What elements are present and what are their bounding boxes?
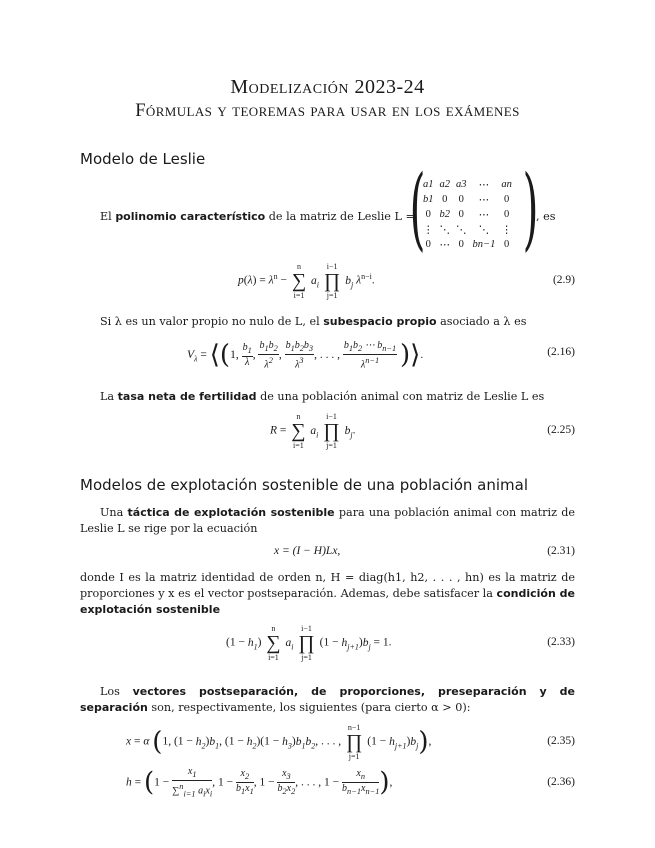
leslie-matrix	[420, 177, 515, 252]
equation-2-35: x = α (1, $(1 - h_2)b_1$, $(1 - h_2)(1 - h_3)b_1b_2$, . . . , n−1 ∏ j=1 $(1 - h_{j+1})b_j$), (2.35)	[126, 723, 575, 761]
paragraph-net-fertility: La tasa neta de fertilidad de una población animal con matriz de Leslie L es	[100, 390, 545, 403]
matrix-right-paren: )	[522, 156, 539, 261]
matrix-row: b1 0 0 ⋯ 0	[423, 194, 510, 206]
equation-2-9: $p(\lambda) = \lambda^n - n$ ∑ i=1 $a_i$ i−1 ∏ j=1 $b_j$ $\lambda^{n-i}$. (2.9)	[238, 262, 575, 300]
paragraph-harvest-tactic: Una táctica de explotación sostenible para una población animal con matriz de Leslie L se rige por la ecuación	[80, 506, 575, 535]
matrix-row: 0 b2 0 ⋯ 0	[425, 209, 510, 221]
document-subtitle: Fórmulas y teoremas para usar en los exámenes	[135, 101, 520, 121]
document-title: Modelización 2023-24	[230, 76, 425, 98]
equation-2-16: $V_\lambda$ = ⟨(1, $\frac{b_1}{\lambda}$ , $\frac{b_1b_2}{\lambda^2}$ , $\frac{b_1b_2b_3}{\lambda^3}$ , . . . , $\frac{b_1b_2 \cdots b_{n-1}}{\lambda^{n-1}}$ )⟩. (2.16)	[187, 340, 575, 371]
matrix-row: a1 a2 a3 ⋯ an	[423, 179, 512, 191]
equation-number: (2.31)	[547, 545, 575, 557]
equation-2-31: x = (I − H)Lx, (2.31)	[274, 545, 575, 557]
equation-number: (2.16)	[547, 346, 575, 358]
equation-2-25: R = n ∑ i=1 $a_i$ i−1 ∏ j=1 $b_j$. (2.25)	[270, 412, 575, 450]
equation-number: (2.36)	[547, 776, 575, 788]
section-heading-leslie: Modelo de Leslie	[80, 150, 206, 168]
paragraph-es: , es	[536, 210, 556, 223]
equation-number: (2.9)	[552, 274, 575, 286]
equation-number: (2.25)	[547, 424, 575, 436]
paragraph-vectors: Los vectores postseparación, de proporciones, preseparación y de separación son, respectivamente, los siguientes (para cierto α > 0):	[80, 685, 575, 714]
section-heading-sustainable-harvesting: Modelos de explotación sostenible de una población animal	[80, 476, 529, 494]
equation-number: (2.33)	[547, 636, 575, 648]
equation-2-36: h = (1 − $\frac{x_1}{\sum^n_{i=1} a_ix_i}$ , 1 − $\frac{x_2}{b_1x_1}$ , 1 − $\frac{x_3}{b_2x_2}$ , . . . , 1 − $\frac{x_n}{b_{n-1}x_{n-1}}$ ), (2.36)	[126, 766, 575, 799]
matrix-left-paren: (	[409, 156, 426, 261]
paragraph-diag-matrix: donde I es la matriz identidad de orden n, H = diag(h1, h2, . . . , hn) es la matriz de proporciones y x es el vector postseparación. Ademas, debe satisfacer la condición de explotación sostenible	[80, 571, 575, 616]
matrix-row: ⋮ ⋱ ⋱ ⋱ ⋮	[423, 224, 512, 236]
matrix-row: 0 ⋯ 0 bn−1 0	[425, 239, 510, 251]
equation-2-33: $(1 - h_1)$ n ∑ i=1 $a_i$ i−1 ∏ j=1 $(1 - h_{j+1})b_j = 1$. (2.33)	[226, 624, 575, 662]
equation-number: (2.35)	[547, 735, 575, 747]
paragraph-characteristic-polynomial: El polinomio característico de la matriz de Leslie L =	[100, 210, 415, 223]
paragraph-eigenspace: Si λ es un valor propio no nulo de L, el subespacio propio asociado a λ es	[100, 315, 527, 328]
